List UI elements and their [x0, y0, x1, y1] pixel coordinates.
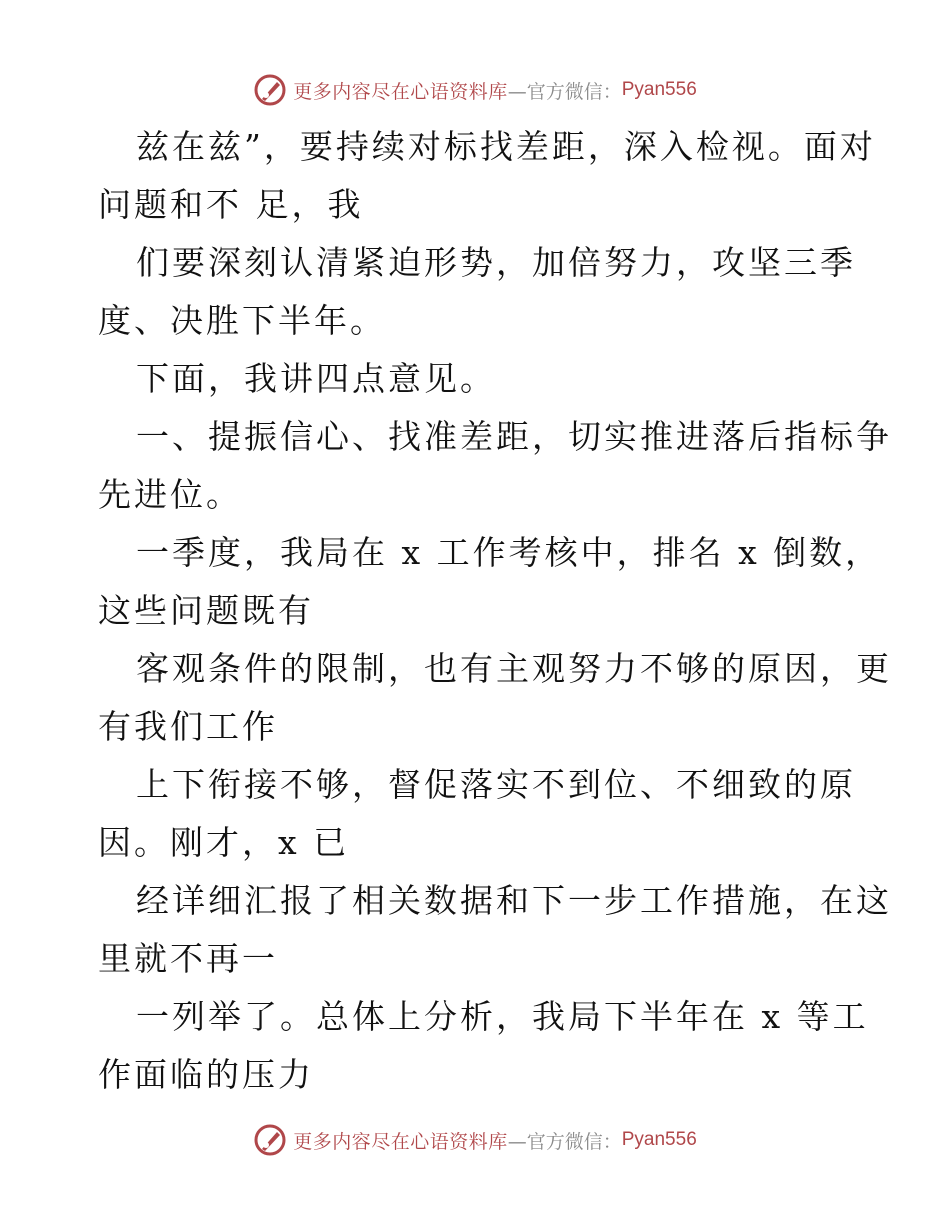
text-line: 因。刚才，x 已 — [98, 823, 350, 862]
pen-logo-icon — [253, 1123, 287, 1157]
watermark-text: 更多内容尽在心语资料库 — [293, 80, 508, 103]
watermark-id: Pyan556 — [621, 1129, 697, 1150]
text-line: 们要深刻认清紧迫形势，加倍努力，攻坚三季 — [136, 243, 856, 282]
text-line: 有我们工作 — [98, 707, 278, 746]
text-line: 一、提振信心、找准差距，切实推进落后指标争 — [136, 417, 892, 456]
text-line: 上下衔接不够，督促落实不到位、不细致的原 — [136, 765, 856, 804]
watermark-id: Pyan556 — [621, 79, 697, 100]
text-line: 经详细汇报了相关数据和下一步工作措施，在这 — [136, 881, 892, 920]
watermark-text: 更多内容尽在心语资料库 — [293, 1130, 508, 1153]
text-line: 里就不再一 — [98, 939, 278, 978]
watermark-separator: —官方微信： — [507, 80, 622, 103]
text-line: 问题和不 足，我 — [98, 185, 364, 224]
pen-logo-icon — [253, 73, 287, 107]
footer-watermark — [0, 1120, 950, 1160]
text-line: 一列举了。总体上分析，我局下半年在 x 等工 — [136, 997, 869, 1036]
header-watermark — [0, 70, 950, 110]
text-line: 先进位。 — [98, 475, 242, 514]
text-line: 这些问题既有 — [98, 591, 314, 630]
text-line: 一季度，我局在 x 工作考核中，排名 x 倒数， — [136, 533, 882, 572]
text-line: 度、决胜下半年。 — [98, 301, 386, 340]
document-body — [98, 118, 892, 1104]
text-line: 客观条件的限制，也有主观努力不够的原因，更 — [136, 649, 892, 688]
text-line: 下面，我讲四点意见。 — [136, 359, 496, 398]
text-line: 作面临的压力 — [98, 1055, 314, 1094]
watermark-separator: —官方微信： — [507, 1130, 622, 1153]
text-line: 兹在兹”，要持续对标找差距，深入检视。面对 — [136, 127, 876, 166]
